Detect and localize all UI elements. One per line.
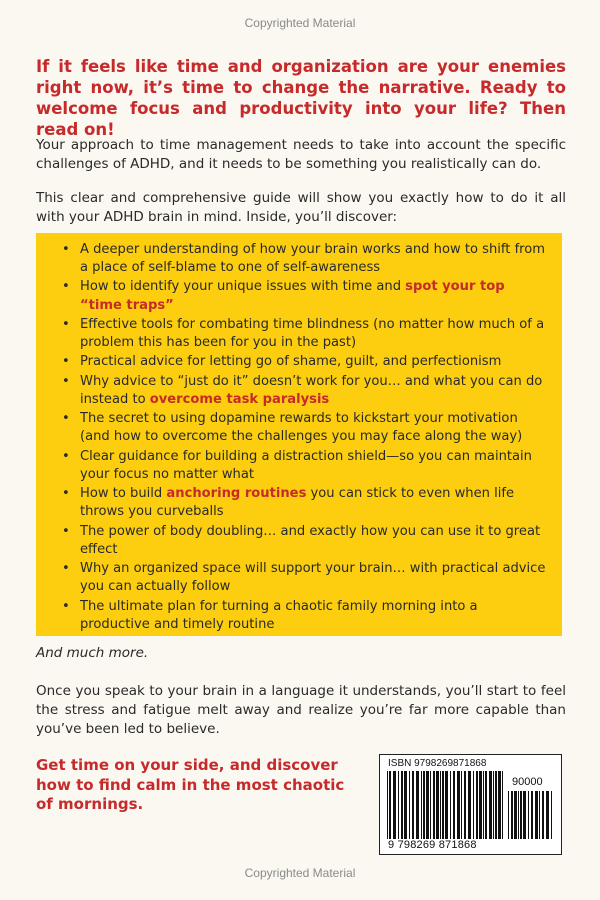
feature-text: Clear guidance for building a distraction shield—so you can maintain your focus no matter what	[80, 448, 532, 482]
intro-paragraph: Your approach to time management needs to take into account the specific challenges of ADHD, and it needs to be something you realistically can do.	[36, 137, 566, 172]
bullet-dot: •	[62, 242, 70, 257]
bullet-dot: •	[62, 523, 70, 539]
barcode-bar	[502, 771, 503, 839]
barcode-bar	[401, 771, 403, 839]
barcode-bar	[393, 771, 396, 839]
barcode-bar	[479, 771, 482, 839]
barcode-bar	[457, 771, 460, 839]
feature-list-item	[62, 353, 546, 371]
barcode-bar	[518, 791, 519, 839]
barcode-bar	[440, 771, 441, 839]
tagline: Get time on your side, and discover how to find calm in the most chaotic of mornings.	[36, 756, 345, 813]
barcode-bar	[546, 791, 549, 839]
barcode-bar	[514, 791, 517, 839]
barcode-bar	[485, 771, 487, 839]
barcode-bar	[523, 791, 526, 839]
barcode-bar	[421, 771, 422, 839]
feature-list-item	[62, 448, 546, 485]
bullet-dot: •	[62, 486, 70, 502]
feature-text: The power of body doubling… and exactly how you can use it to great effect	[80, 523, 541, 557]
barcode-bar	[389, 771, 391, 839]
feature-text: A deeper understanding of how your brain works and how to shift from a place of self-blame to one of self-awareness	[80, 242, 546, 276]
feature-text: The secret to using dopamine rewards to kickstart your motivation (and how to overcome the challenges you may face along the way)	[80, 411, 523, 445]
barcode-bar	[409, 771, 410, 839]
feature-list-item	[62, 410, 546, 447]
barcode-bar	[453, 771, 455, 839]
barcode-bar	[412, 771, 414, 839]
isbn-barcode	[379, 754, 562, 855]
barcode-bar	[468, 771, 471, 839]
bullet-dot: •	[62, 316, 70, 332]
bullet-dot: •	[62, 279, 70, 295]
barcode-bar	[508, 791, 509, 839]
bullet-dot: •	[62, 354, 70, 370]
barcode-bars	[387, 771, 505, 839]
feature-text: How to build	[80, 486, 167, 502]
copyright-watermark-top: Copyrighted Material	[244, 16, 356, 30]
barcode-bar	[473, 771, 474, 839]
barcode-bar	[445, 771, 448, 839]
barcode-bar	[528, 791, 529, 839]
isbn-label: ISBN 9798269871868	[388, 758, 487, 769]
barcode-bar	[404, 771, 407, 839]
barcode-bar	[461, 771, 462, 839]
barcode-bar	[423, 771, 425, 839]
barcode-bar	[464, 771, 466, 839]
barcode-digits: 9 798269 871868	[388, 839, 477, 851]
barcode-bar	[511, 791, 513, 839]
barcode-bar	[450, 771, 451, 839]
price-code: 90000	[512, 776, 543, 788]
guide-paragraph: This clear and comprehensive guide will show you exactly how to do it all with your ADHD brain in mind. Inside, you’ll discover:	[36, 190, 566, 225]
barcode-bar	[520, 791, 522, 839]
barcode-bar	[416, 771, 419, 839]
feature-list-item	[62, 598, 546, 635]
feature-list-item	[62, 278, 546, 315]
barcode-bar	[531, 791, 533, 839]
and-much-more: And much more.	[36, 645, 149, 661]
barcode-bar	[493, 771, 494, 839]
barcode-bar	[436, 771, 439, 839]
feature-list-item	[62, 485, 546, 522]
feature-text: Effective tools for combating time blindness (no matter how much of a problem this has been for you in the past)	[80, 316, 545, 351]
feature-text: Why an organized space will support your brain… with practical advice you can actually follow	[80, 561, 546, 595]
bullet-dot: •	[62, 411, 70, 427]
feature-highlight: spot your top “time traps”	[80, 279, 505, 313]
barcode-bar	[489, 771, 492, 839]
feature-highlight: overcome task paralysis	[149, 391, 330, 407]
barcode-bar	[476, 771, 478, 839]
feature-text: How to identify your unique issues with time and	[80, 279, 406, 295]
barcode-bar	[483, 771, 484, 839]
bullet-dot: •	[62, 448, 70, 464]
price-barcode-bars	[508, 791, 554, 839]
feature-list-item	[62, 523, 546, 560]
feature-highlight: anchoring routines	[166, 486, 307, 502]
barcode-bar	[426, 771, 429, 839]
barcode-bar	[551, 791, 552, 839]
barcode-bar	[387, 771, 388, 839]
barcode-bar	[535, 791, 538, 839]
headline: If it feels like time and organization are your enemies right now, it’s time to change the narrative. Ready to welcome focus and productivity into your life? Then read on!	[36, 57, 566, 139]
barcode-bar	[495, 771, 497, 839]
feature-list-item	[62, 373, 546, 410]
bullet-dot: •	[62, 373, 70, 389]
barcode-bar	[433, 771, 435, 839]
closing-paragraph: Once you speak to your brain in a language it understands, you’ll start to feel the stress and fatigue melt away and realize you’re far more capable than you’ve been led to believe.	[36, 683, 566, 737]
barcode-bar	[442, 771, 444, 839]
feature-text: The ultimate plan for turning a chaotic family morning into a productive and timely routine	[80, 598, 478, 632]
feature-list-item	[62, 560, 546, 597]
feature-text: Why advice to “just do it” doesn’t work for you… and what you can do instead to	[80, 373, 543, 407]
feature-list	[36, 233, 562, 634]
feature-text-tail: you can stick to even when life throws you curveballs	[80, 486, 515, 520]
feature-list-panel	[36, 233, 562, 636]
bullet-dot: •	[62, 561, 70, 577]
feature-list-item	[62, 316, 546, 353]
copyright-watermark-bottom: Copyrighted Material	[244, 866, 356, 880]
barcode-bar	[539, 791, 540, 839]
feature-list-item	[62, 241, 546, 278]
bullet-dot: •	[62, 598, 70, 614]
barcode-bar	[398, 771, 399, 839]
feature-text: Practical advice for letting go of shame, guilt, and perfectionism	[80, 354, 502, 370]
barcode-bar	[498, 771, 501, 839]
barcode-bar	[430, 771, 431, 839]
barcode-bar	[542, 791, 544, 839]
